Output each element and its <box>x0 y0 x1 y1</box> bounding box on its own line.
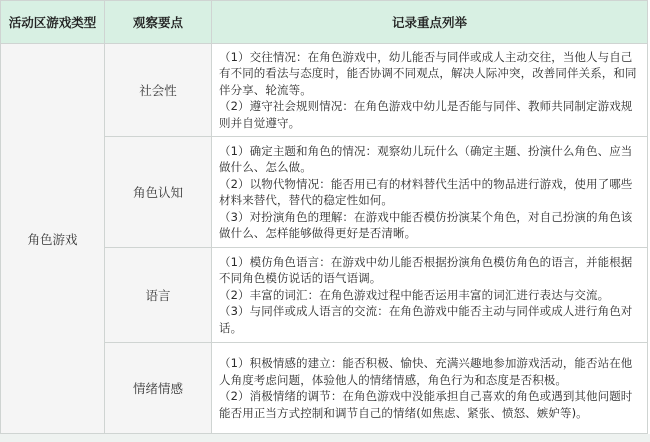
record-item: （3）对扮演角色的理解：在游戏中能否模仿扮演某个角色，对自己扮演的角色该做什么、怎样能够做得更好是否清晰。 <box>219 209 633 240</box>
table-continuation-strip <box>0 434 650 442</box>
record-item: （2）以物代物情况：能否用已有的材料替代生活中的物品进行游戏，使用了哪些材料来替代，替代的稳定性如何。 <box>219 176 633 207</box>
header-row <box>1 1 648 44</box>
observation-point-cell: 社会性 <box>105 44 212 137</box>
observation-point-cell: 角色认知 <box>105 137 212 248</box>
record-item: （2）丰富的词汇：在角色游戏过程中能否运用丰富的词汇进行表达与交流。 <box>219 287 610 302</box>
record-item: （1）交往情况：在角色游戏中，幼儿能否与同伴或成人主动交往，当他人与自己有不同的看法与态度时，能否协调不同观点，解决人际冲突，改善同伴关系，和同伴分享、轮流等。 <box>219 49 637 97</box>
record-cell <box>212 343 648 434</box>
table-row <box>1 44 648 137</box>
record-item: （3）与同伴或成人语言的交流：在角色游戏中能否主动与同伴或成人进行角色对话。 <box>219 304 633 335</box>
record-item: （2）消极情绪的调节：在角色游戏中没能承担自己喜欢的角色或遇到其他问题时能否用正当方式控制和调节自己的情绪(如焦虑、紧张、愤怒、嫉妒等)。 <box>219 389 633 420</box>
record-item: （2）遵守社会规则情况：在角色游戏中幼儿是否能与同伴、教师共同制定游戏规则并自觉遵守。 <box>219 99 633 130</box>
record-cell <box>212 44 648 137</box>
record-cell <box>212 248 648 343</box>
record-item: （1）模仿角色语言：在游戏中幼儿能否根据扮演角色模仿角色的语言，并能根据不同角色模仿说话的语气语调。 <box>219 254 633 286</box>
header-activity-type: 活动区游戏类型 <box>1 1 105 44</box>
record-item: （1）确定主题和角色的情况：观察幼儿玩什么（确定主题、扮演什么角色、应当做什么、怎么做。 <box>219 143 633 174</box>
header-record-focus: 记录重点列举 <box>212 1 648 44</box>
record-item: （1）积极情感的建立：能否积极、愉快、充满兴趣地参加游戏活动，能否站在他人角度考虑问题，体验他人的情绪情感，角色行为和态度是否积极。 <box>219 356 633 387</box>
record-cell <box>212 137 648 248</box>
observation-point-cell: 语言 <box>105 248 212 343</box>
header-observation-point: 观察要点 <box>105 1 212 44</box>
observation-point-cell: 情绪情感 <box>105 343 212 434</box>
category-cell: 角色游戏 <box>1 44 105 434</box>
